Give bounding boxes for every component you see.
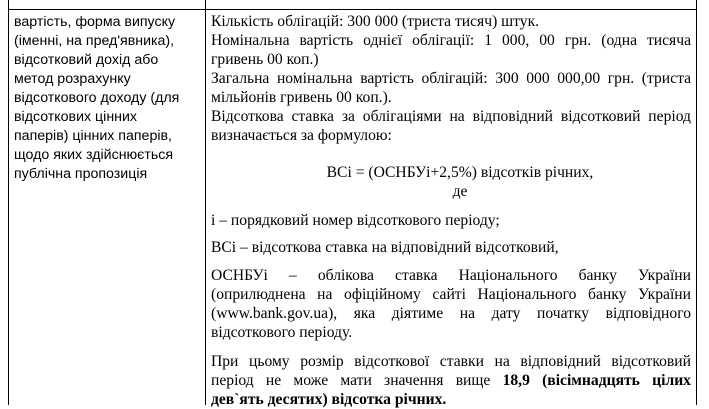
definition-osnbu-line2: (оприлюднена на офіційному сайті Національного банку України <box>211 286 691 303</box>
label-line: щодо яких здійснюється <box>14 147 174 163</box>
table-right-border <box>696 0 697 405</box>
nominal-text-line1: Номінальна вартість однієї облігації: 1 000, 00 грн. (одна тисяча <box>211 32 691 49</box>
table-top-border <box>8 9 697 10</box>
left-cell-label <box>14 13 199 184</box>
limit-text-line3: дев`ять десятих) відсотка річних. <box>211 391 447 408</box>
table-left-border <box>8 0 9 405</box>
nominal-text-line2: гривень 00 коп.) <box>211 51 319 68</box>
label-line: відсоткових цінних <box>14 109 138 125</box>
definition-i: і – порядковий номер відсоткового періоду; <box>211 212 500 229</box>
total-text-line2: мільйонів гривень 00 коп.). <box>211 89 392 106</box>
total-text-line1: Загальна номінальна вартість облігацій: 300 000 000,00 грн. (триста <box>211 70 691 87</box>
right-cell-content <box>211 12 691 409</box>
definition-osnbu-line4: відсоткового періоду. <box>211 324 353 341</box>
formula-where: де <box>452 183 468 200</box>
quantity-text: Кількість облігацій: 300 000 (триста тисяч) штук. <box>211 13 540 30</box>
label-line: відсотковий дохід або <box>14 52 159 68</box>
label-line: публічна пропозиція <box>14 166 148 182</box>
definition-bci: ВСі – відсоткова ставка на відповідний відсотковий, <box>211 239 559 256</box>
definition-osnbu-line3: (www.bank.gov.ua), яка діятиме на дату початку відповідного <box>211 305 691 322</box>
label-line: відсоткового доходу (для <box>14 90 180 106</box>
table-column-divider <box>205 0 206 405</box>
label-line: вартість, форма випуску <box>14 14 176 30</box>
label-line: паперів) цінних паперів, <box>14 128 172 144</box>
label-line: метод розрахунку <box>14 71 131 87</box>
rate-text-line1: Відсоткова ставка за облігаціями на відповідний відсотковий період <box>211 108 691 125</box>
limit-value-bold: 18,9 (вісімнадцять цілих <box>502 372 691 389</box>
limit-text-plain: період не може мати значення вище <box>211 372 491 389</box>
definition-osnbu-line1: ОСНБУі – облікова ставка Національного банку України <box>211 267 691 284</box>
label-line: (іменні, на пред'явника), <box>14 33 175 49</box>
formula: ВСі = (ОСНБУі+2,5%) відсотків річних, <box>326 164 594 181</box>
limit-text-line1: При цьому розмір відсоткової ставки на відповідний відсотковий <box>211 353 691 370</box>
limit-text-line2 <box>211 371 691 390</box>
rate-text-line2: визначається за формулою: <box>211 127 392 144</box>
